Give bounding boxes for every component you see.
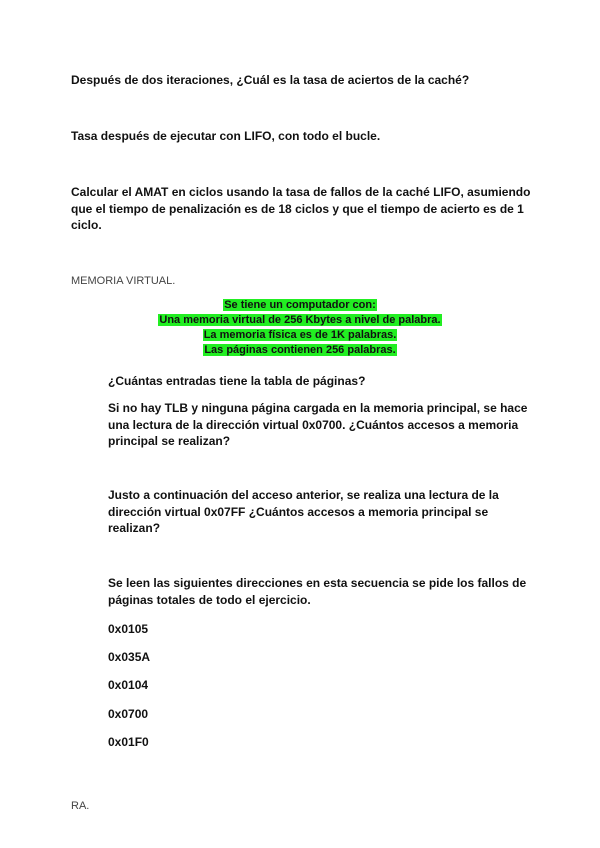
question-lifo-rate: Tasa después de ejecutar con LIFO, con todo el bucle. bbox=[71, 129, 381, 143]
address-item: 0x0700 bbox=[108, 707, 149, 721]
footer-text: RA. bbox=[71, 800, 90, 812]
address-item: 0x01F0 bbox=[108, 735, 149, 749]
question-page-table: ¿Cuántas entradas tiene la tabla de páginas? bbox=[108, 374, 366, 388]
question-second-access: Justo a continuación del acceso anterior, se realiza una lectura de la dirección virtual 0x07FF ¿Cuántos accesos a memoria principal se realizan? bbox=[108, 488, 499, 535]
highlight-line: Una memoria virtual de 256 Kbytes a nivel de palabra. bbox=[159, 314, 441, 326]
address-item: 0x035A bbox=[108, 650, 151, 664]
question-amat: Calcular el AMAT en ciclos usando la tasa de fallos de la caché LIFO, asumiendo que el tiempo de penalización es de 18 ciclos y que el tiempo de acierto es de 1 ciclo. bbox=[71, 185, 531, 232]
address-item: 0x0105 bbox=[108, 622, 149, 636]
highlight-line: La memoria física es de 1K palabras. bbox=[203, 329, 397, 341]
highlighted-spec-block bbox=[0, 298, 600, 358]
highlight-line: Se tiene un computador con: bbox=[224, 299, 376, 311]
question-cache-hit-rate: Después de dos iteraciones, ¿Cuál es la tasa de aciertos de la caché? bbox=[71, 73, 470, 87]
highlight-line: Las páginas contienen 256 palabras. bbox=[204, 344, 396, 356]
question-first-access: Si no hay TLB y ninguna página cargada en la memoria principal, se hace una lectura de la dirección virtual 0x0700. ¿Cuántos accesos a memoria principal se realizan? bbox=[108, 401, 528, 448]
section-title: MEMORIA VIRTUAL. bbox=[71, 275, 176, 287]
question-sequence: Se leen las siguientes direcciones en esta secuencia se pide los fallos de páginas totales de todo el ejercicio. bbox=[108, 576, 527, 607]
address-item: 0x0104 bbox=[108, 678, 149, 692]
